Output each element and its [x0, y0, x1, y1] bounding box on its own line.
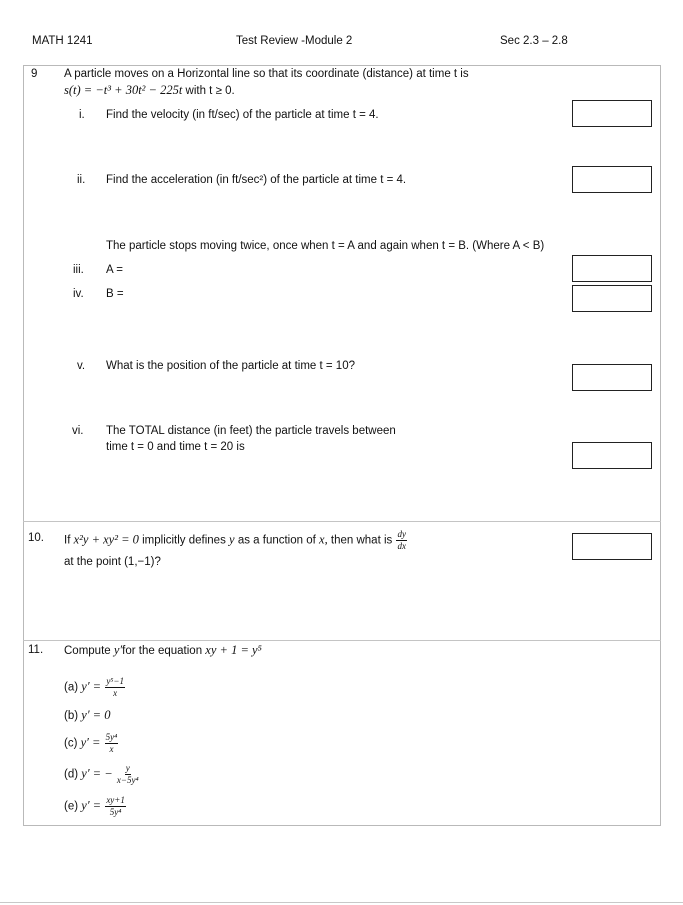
- part-iv-text: B =: [106, 288, 124, 300]
- part-vi-label: vi.: [72, 425, 84, 437]
- course-code: MATH 1241: [32, 35, 93, 47]
- q10-end: then what is: [330, 534, 393, 547]
- q10-x-var: x,: [319, 532, 328, 547]
- q10-mid: implicitly defines: [142, 534, 226, 547]
- question-10-text: [64, 530, 408, 551]
- choice-c-fraction: [105, 733, 119, 754]
- question-10-number: 10.: [28, 532, 44, 544]
- question-9-intro: A particle moves on a Horizontal line so that its coordinate (distance) at time t is: [64, 68, 469, 80]
- choice-b[interactable]: [64, 708, 110, 723]
- choice-d-numerator: y: [125, 763, 130, 773]
- choice-d-fraction: [117, 764, 139, 785]
- answer-box-position[interactable]: [572, 364, 652, 391]
- q11-mid: for the equation: [122, 645, 203, 657]
- dy-numerator: dy: [397, 529, 406, 539]
- choice-a-numerator: y⁵−1: [106, 676, 125, 686]
- page-title: Test Review -Module 2: [236, 35, 353, 47]
- choice-c-label: (c): [64, 737, 78, 750]
- question-11-text: [64, 643, 262, 658]
- part-ii-label: ii.: [77, 174, 86, 186]
- choice-c[interactable]: [64, 733, 119, 754]
- q11-prefix: Compute: [64, 645, 111, 657]
- answer-box-total-distance[interactable]: [572, 442, 652, 469]
- part-i-text: Find the velocity (in ft/sec) of the particle at time t = 4.: [106, 109, 379, 121]
- choice-c-denominator: x: [109, 744, 114, 754]
- choice-d-lhs: y′ = −: [81, 766, 113, 781]
- question-10-line2: at the point (1,−1)?: [64, 556, 161, 568]
- part-i-label: i.: [79, 109, 85, 121]
- question-11-number: 11.: [28, 644, 44, 656]
- part-iv-label: iv.: [73, 288, 84, 300]
- answer-box-a[interactable]: [572, 255, 652, 282]
- choice-e[interactable]: [64, 796, 127, 817]
- position-function: s(t) = −t³ + 30t² − 225t: [64, 83, 183, 97]
- choice-c-lhs: y′ =: [80, 735, 101, 750]
- part-vi-text-line1: The TOTAL distance (in feet) the particle travels between: [106, 425, 396, 437]
- choice-b-label: (b): [64, 710, 79, 722]
- q10-y-var: y: [229, 532, 235, 547]
- divider-q9-q10: [23, 521, 661, 522]
- choice-e-fraction: [105, 796, 126, 817]
- answer-box-acceleration[interactable]: [572, 166, 652, 193]
- particle-stops-text: The particle stops moving twice, once when t = A and again when t = B. (Where A < B): [106, 240, 545, 252]
- answer-box-b[interactable]: [572, 285, 652, 312]
- part-iii-label: iii.: [73, 264, 84, 276]
- choice-d-denominator: x−5y⁴: [116, 775, 139, 785]
- section-range: Sec 2.3 – 2.8: [500, 35, 568, 47]
- part-v-text: What is the position of the particle at time t = 10?: [106, 360, 355, 372]
- answer-box-velocity[interactable]: [572, 100, 652, 127]
- divider-q10-q11: [23, 640, 661, 641]
- answer-box-dydx[interactable]: [572, 533, 652, 560]
- choice-d-label: (d): [64, 768, 79, 781]
- q10-equation: x²y + xy² = 0: [73, 532, 139, 547]
- part-vi-text-line2: time t = 0 and time t = 20 is: [106, 441, 245, 453]
- part-iii-text: A =: [106, 264, 123, 276]
- q10-prefix: If: [64, 534, 71, 547]
- choice-a[interactable]: [64, 677, 126, 698]
- dx-denominator: dx: [397, 541, 406, 551]
- formula-domain: with t ≥ 0.: [185, 85, 235, 97]
- choice-a-label: (a): [64, 681, 79, 694]
- choice-e-label: (e): [64, 800, 79, 813]
- choice-e-lhs: y′ =: [81, 798, 102, 813]
- choice-c-numerator: 5y⁴: [105, 732, 118, 742]
- q11-yprime: y′: [113, 643, 123, 657]
- q11-equation: xy + 1 = y⁵: [205, 643, 262, 657]
- choice-e-denominator: 5y⁴: [109, 807, 122, 817]
- part-v-label: v.: [77, 360, 86, 372]
- q10-mid2: as a function of: [237, 534, 316, 547]
- question-9-number: 9: [31, 68, 38, 80]
- choice-e-numerator: xy+1: [106, 795, 125, 805]
- choice-a-lhs: y′ =: [81, 679, 102, 694]
- choice-b-expr: y′ = 0: [81, 708, 111, 722]
- question-9-formula-line: [64, 83, 235, 98]
- part-ii-text: Find the acceleration (in ft/sec²) of the particle at time t = 4.: [106, 174, 407, 186]
- dy-dx-fraction: [396, 530, 407, 551]
- page-bottom-rule: [0, 902, 683, 903]
- choice-a-denominator: x: [113, 688, 118, 698]
- choice-d[interactable]: [64, 764, 140, 785]
- choice-a-fraction: [105, 677, 125, 698]
